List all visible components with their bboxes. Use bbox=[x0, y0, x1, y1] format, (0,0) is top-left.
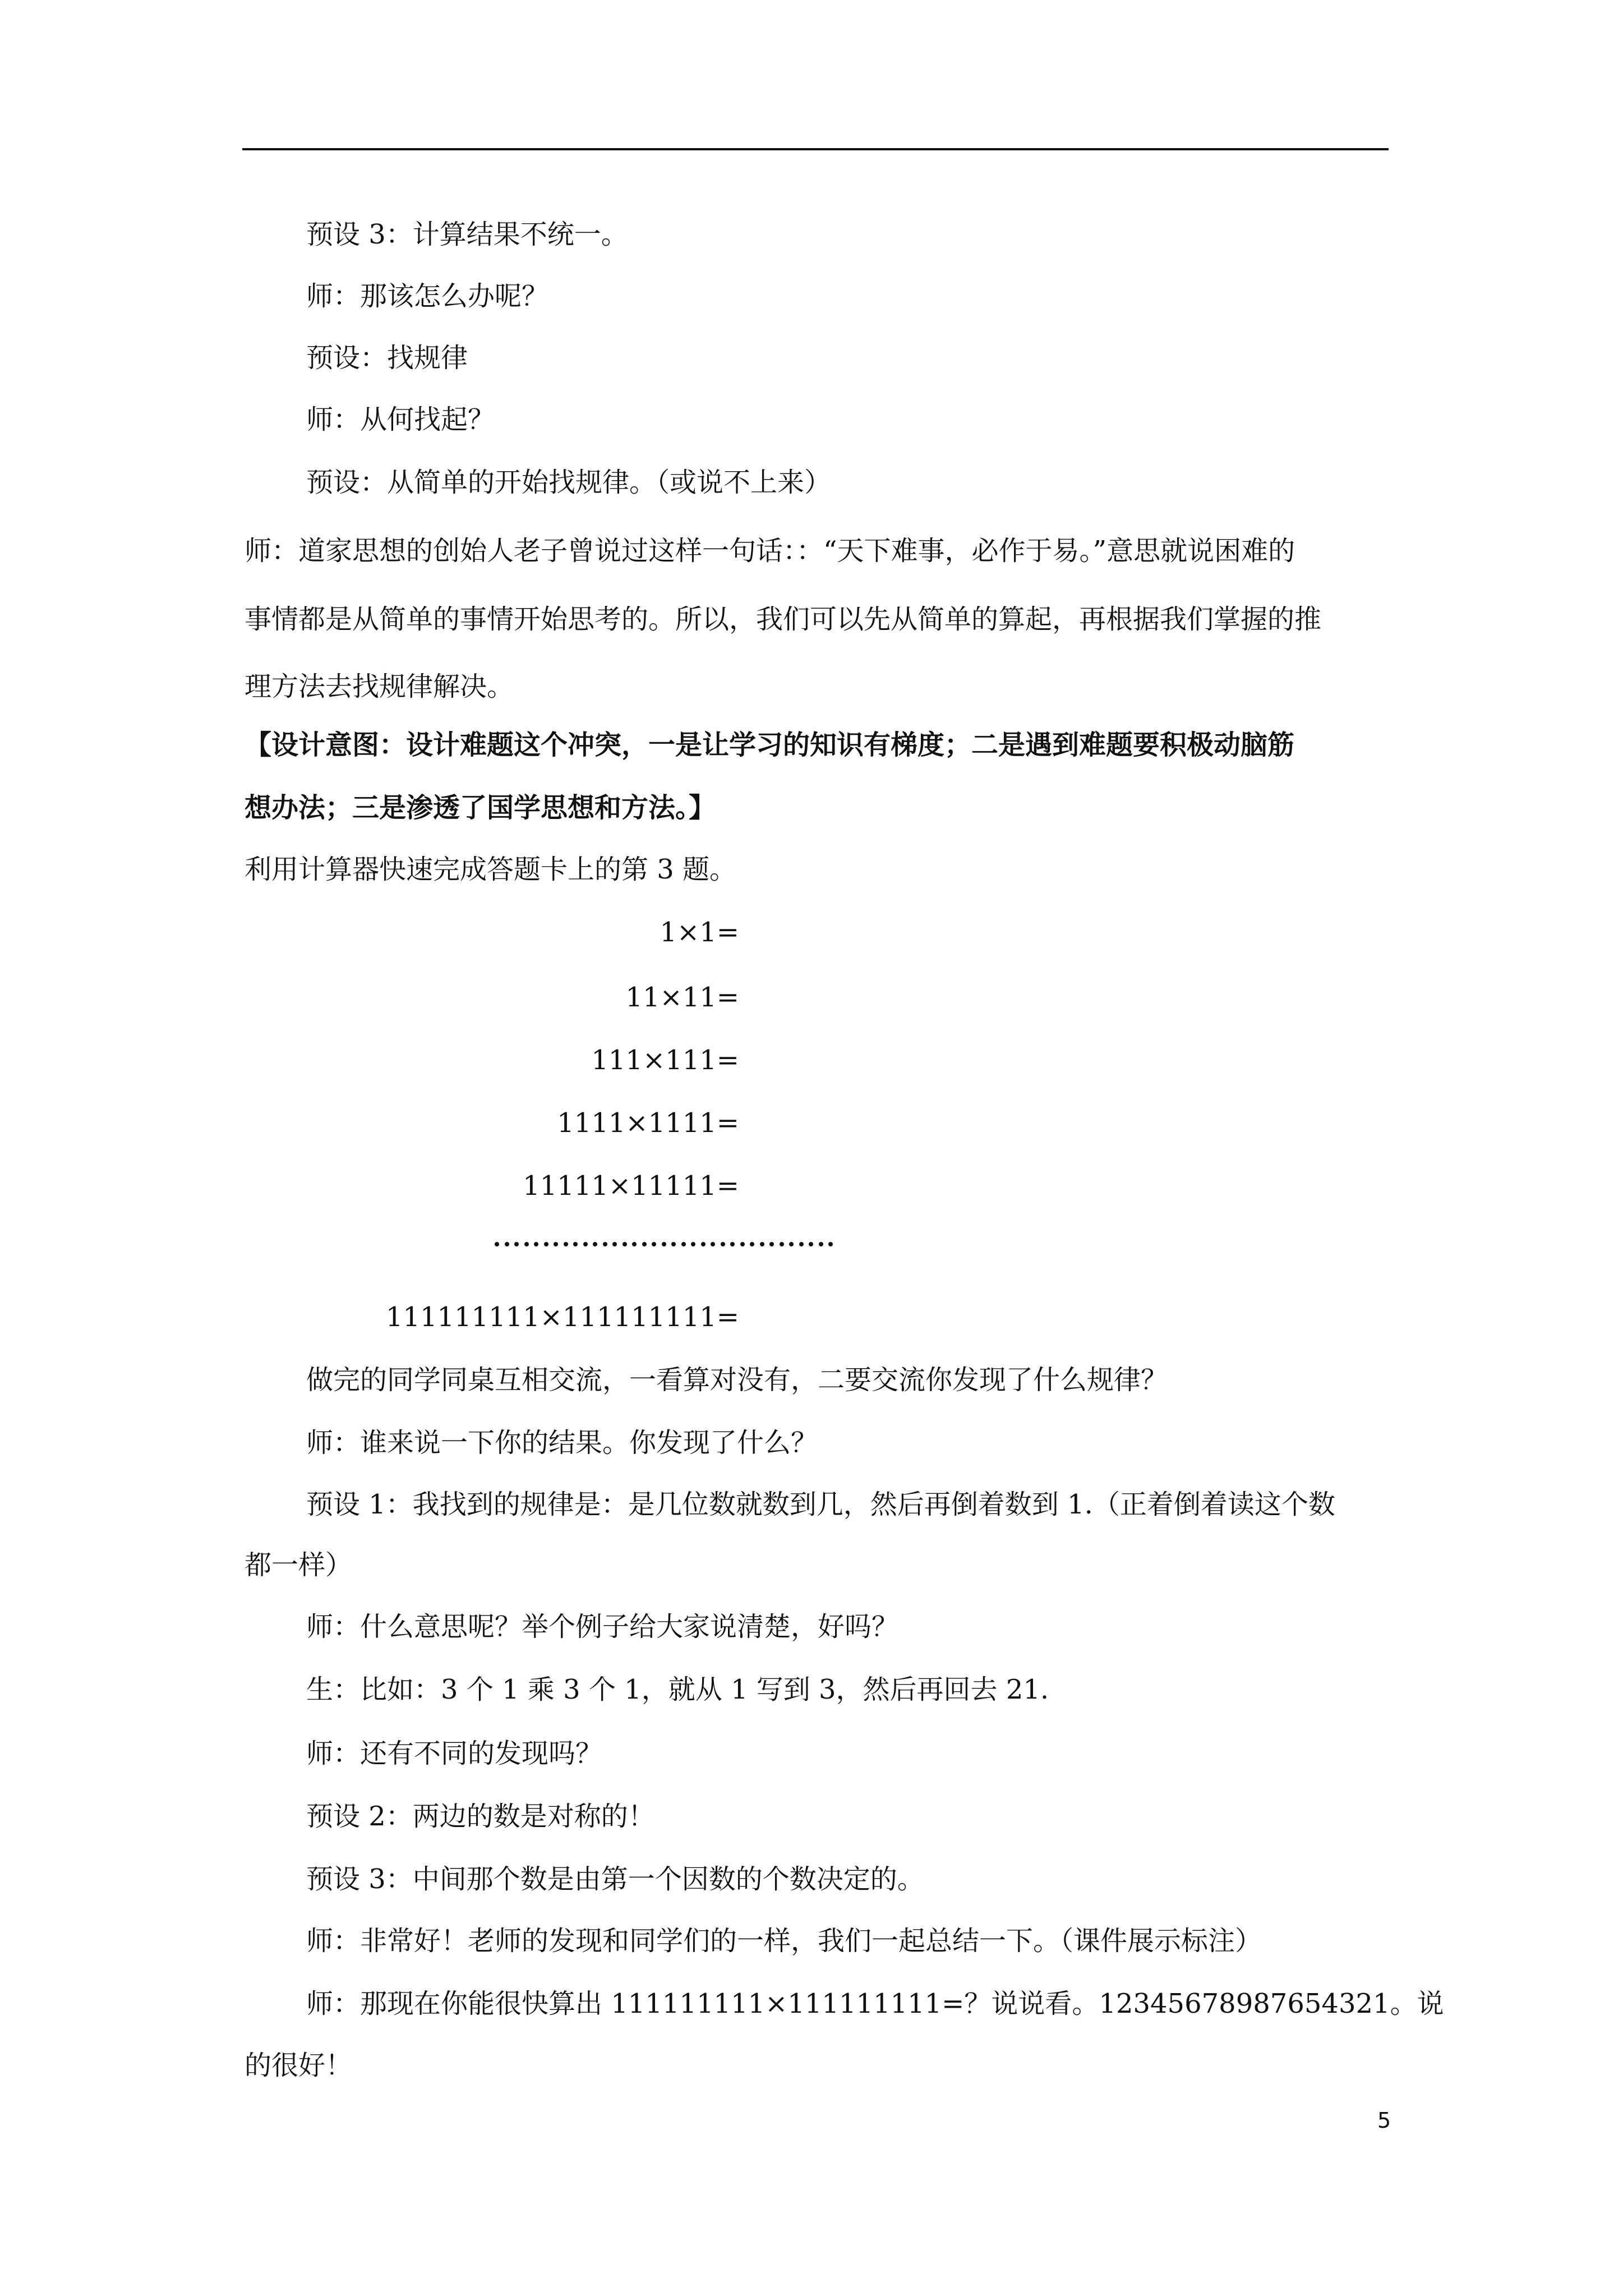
ellipsis-dot bbox=[495, 1242, 499, 1246]
ellipsis-dots bbox=[494, 1240, 839, 1248]
ellipsis-dot bbox=[573, 1242, 578, 1246]
paragraph-line: 师：非常好！老师的发现和同学们的一样，我们一起总结一下。（课件展示标注） bbox=[306, 1925, 1262, 1957]
ellipsis-dot bbox=[583, 1242, 588, 1246]
equation-line: 1111×1111= bbox=[557, 1107, 739, 1139]
ellipsis-dot bbox=[514, 1242, 519, 1246]
ellipsis-dot bbox=[730, 1242, 735, 1246]
ellipsis-dot bbox=[524, 1242, 529, 1246]
ellipsis-dot bbox=[780, 1242, 784, 1246]
ellipsis-dot bbox=[740, 1242, 745, 1246]
ellipsis-dot bbox=[769, 1242, 774, 1246]
ellipsis-dot bbox=[544, 1242, 548, 1246]
paragraph-line: 预设 3：中间那个数是由第一个因数的个数决定的。 bbox=[306, 1864, 924, 1895]
equation-line: 1×1= bbox=[660, 917, 739, 948]
ellipsis-dot bbox=[721, 1242, 725, 1246]
paragraph-line: 做完的同学同桌互相交流，一看算对没有，二要交流你发现了什么规律？ bbox=[306, 1364, 1168, 1396]
equation-line: 111×111= bbox=[591, 1045, 739, 1076]
paragraph-line: 都一样） bbox=[245, 1549, 353, 1581]
ellipsis-dot bbox=[671, 1242, 676, 1246]
paragraph-line: 预设 2：两边的数是对称的！ bbox=[306, 1801, 655, 1832]
equation-line: 11×11= bbox=[625, 982, 739, 1013]
paragraph-line: 师：从何找起？ bbox=[306, 404, 495, 435]
ellipsis-dot bbox=[701, 1242, 706, 1246]
ellipsis-dot bbox=[662, 1242, 666, 1246]
paragraph-line: 师：那该怎么办呢？ bbox=[306, 280, 549, 312]
paragraph-line: 理方法去找规律解决。 bbox=[245, 671, 514, 702]
ellipsis-dot bbox=[505, 1242, 509, 1246]
ellipsis-dot bbox=[603, 1242, 607, 1246]
paragraph-line: 预设 1：我找到的规律是：是几位数就数到几，然后再倒着数到 1.（正着倒着读这个数 bbox=[306, 1489, 1335, 1520]
paragraph-line: 事情都是从简单的事情开始思考的。所以，我们可以先从简单的算起，再根据我们掌握的推 bbox=[245, 604, 1322, 635]
ellipsis-dot bbox=[642, 1242, 647, 1246]
paragraph-line: 利用计算器快速完成答题卡上的第 3 题。 bbox=[245, 854, 737, 885]
ellipsis-dot bbox=[750, 1242, 754, 1246]
paragraph-line: 师：什么意思呢？举个例子给大家说清楚，好吗？ bbox=[306, 1611, 899, 1642]
ellipsis-dot bbox=[799, 1242, 804, 1246]
equation-line: 111111111×111111111= bbox=[385, 1301, 739, 1333]
ellipsis-dot bbox=[652, 1242, 656, 1246]
ellipsis-dot bbox=[632, 1242, 637, 1246]
header-rule bbox=[242, 148, 1389, 150]
ellipsis-dot bbox=[809, 1242, 813, 1246]
paragraph-line: 预设：找规律 bbox=[306, 342, 468, 374]
page-number: 5 bbox=[1377, 2108, 1391, 2133]
equation-line: 11111×11111= bbox=[523, 1170, 739, 1202]
paragraph-line: 的很好！ bbox=[245, 2050, 353, 2081]
ellipsis-dot bbox=[828, 1242, 833, 1246]
design-intent-line: 【设计意图：设计难题这个冲突，一是让学习的知识有梯度；二是遇到难题要积极动脑筋 bbox=[245, 729, 1295, 761]
paragraph-line: 师：道家思想的创始人老子曾说过这样一句话：：“天下难事，必作于易。”意思就说困难的 bbox=[245, 535, 1295, 567]
ellipsis-dot bbox=[789, 1242, 794, 1246]
paragraph-line: 预设：从简单的开始找规律。（或说不上来） bbox=[306, 467, 832, 498]
ellipsis-dot bbox=[711, 1242, 715, 1246]
ellipsis-dot bbox=[691, 1242, 695, 1246]
ellipsis-dot bbox=[760, 1242, 764, 1246]
paragraph-line: 师：谁来说一下你的结果。你发现了什么？ bbox=[306, 1427, 818, 1458]
ellipsis-dot bbox=[554, 1242, 558, 1246]
design-intent-line: 想办法；三是渗透了国学思想和方法。】 bbox=[245, 792, 716, 823]
ellipsis-dot bbox=[819, 1242, 823, 1246]
ellipsis-dot bbox=[681, 1242, 686, 1246]
ellipsis-dot bbox=[623, 1242, 627, 1246]
paragraph-line: 师：那现在你能很快算出 111111111×111111111=？说说看。12345678987654321。说 bbox=[306, 1988, 1444, 2019]
ellipsis-dot bbox=[593, 1242, 597, 1246]
ellipsis-dot bbox=[612, 1242, 617, 1246]
paragraph-line: 师：还有不同的发现吗？ bbox=[306, 1738, 603, 1769]
ellipsis-dot bbox=[534, 1242, 538, 1246]
paragraph-line: 预设 3：计算结果不统一。 bbox=[306, 219, 628, 250]
paragraph-line: 生：比如：3 个 1 乘 3 个 1，就从 1 写到 3，然后再回去 21. bbox=[306, 1674, 1049, 1705]
ellipsis-dot bbox=[564, 1242, 568, 1246]
